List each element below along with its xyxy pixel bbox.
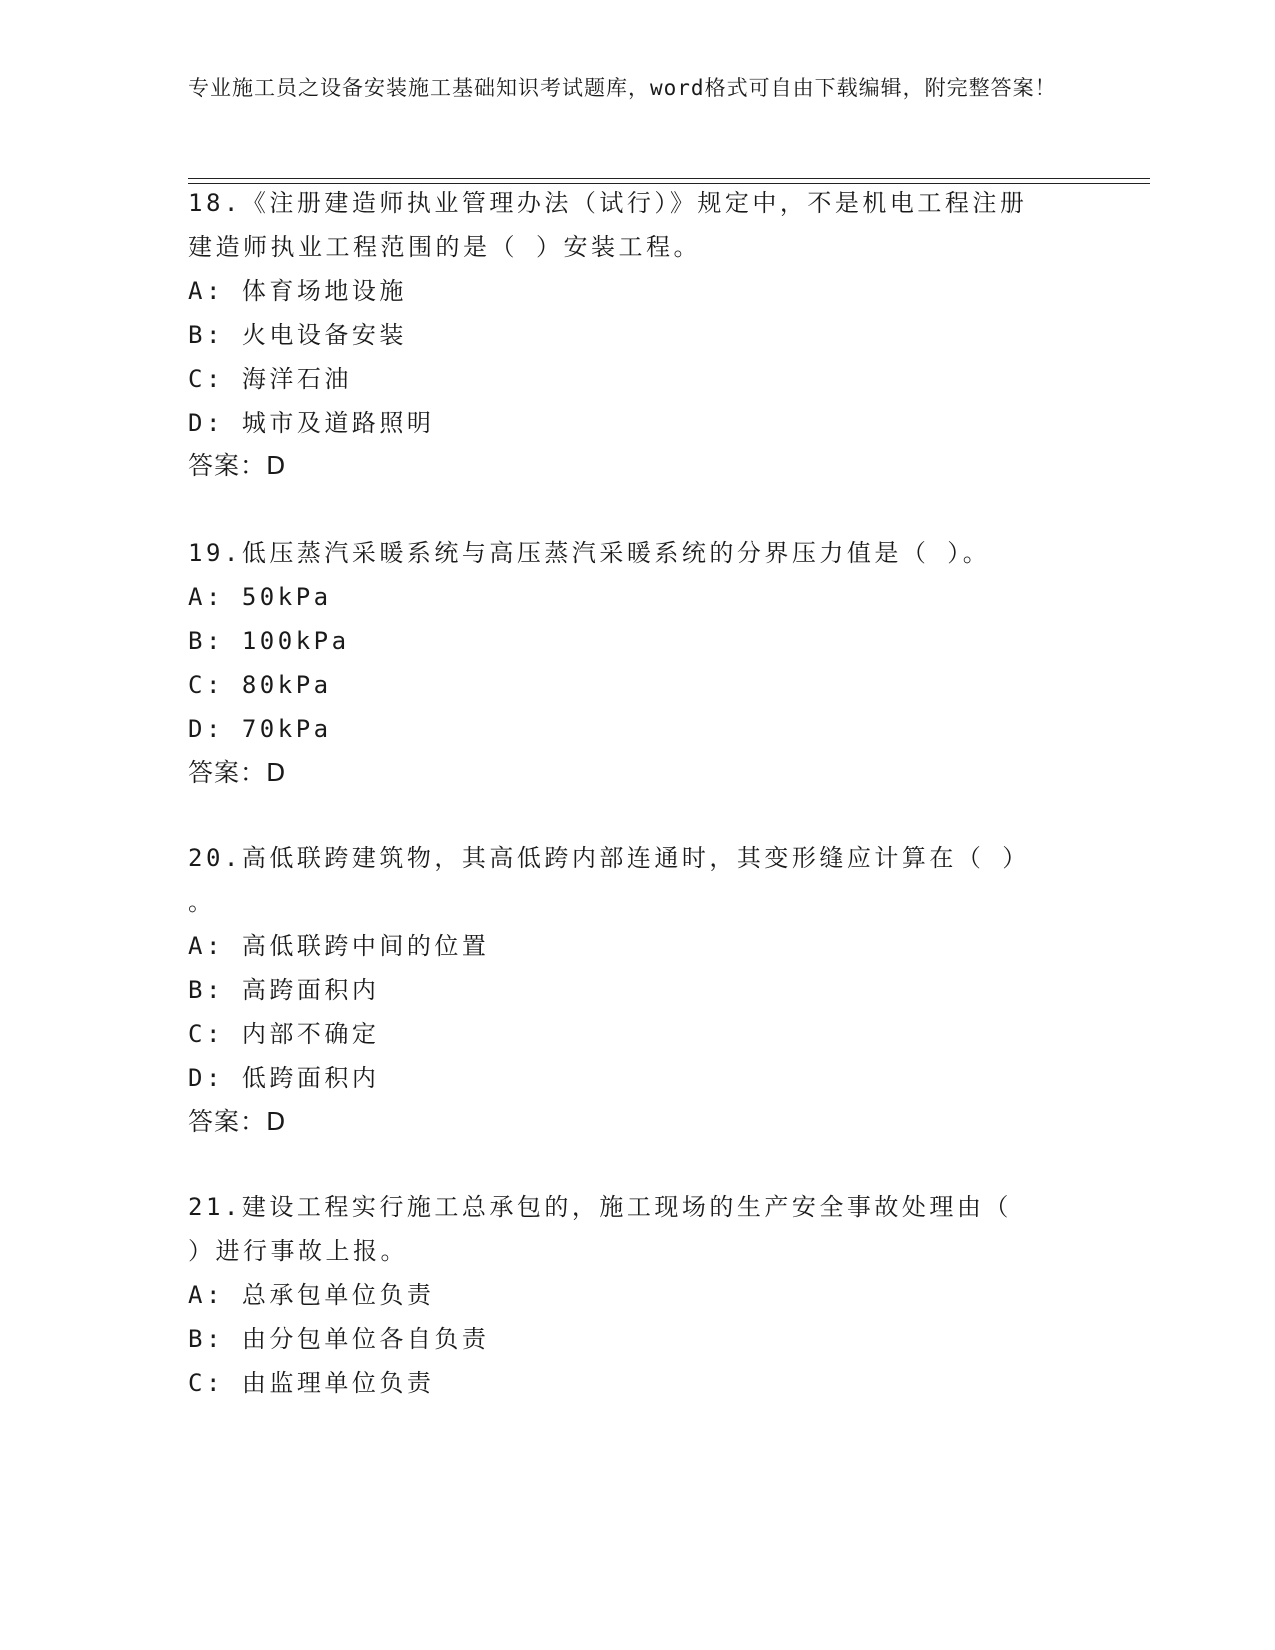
question-20-stem-line2: 。 bbox=[188, 888, 216, 916]
question-19-option-b: B: 100kPa bbox=[188, 627, 350, 655]
question-20-stem-line1: 20.高低联跨建筑物，其高低跨内部连通时，其变形缝应计算在（ ） bbox=[188, 844, 1030, 872]
question-18-stem-line2: 建造师执业工程范围的是（ ）安装工程。 bbox=[188, 233, 701, 261]
question-18-answer: 答案：D bbox=[188, 451, 287, 480]
question-20-answer: 答案：D bbox=[188, 1107, 287, 1136]
question-21-option-a: A: 总承包单位负责 bbox=[188, 1281, 435, 1309]
question-18-stem-line1: 18.《注册建造师执业管理办法（试行）》规定中，不是机电工程注册 bbox=[188, 189, 1028, 217]
question-18-option-b: B: 火电设备安装 bbox=[188, 321, 407, 349]
header-divider-top bbox=[188, 178, 1150, 179]
header-divider-bottom bbox=[188, 183, 1150, 184]
question-19-answer: 答案：D bbox=[188, 758, 287, 787]
question-18-option-d: D: 城市及道路照明 bbox=[188, 409, 435, 437]
question-20-option-a: A: 高低联跨中间的位置 bbox=[188, 932, 490, 960]
question-19-stem-line1: 19.低压蒸汽采暖系统与高压蒸汽采暖系统的分界压力值是（ ）。 bbox=[188, 539, 991, 567]
question-18-option-c: C: 海洋石油 bbox=[188, 365, 352, 393]
question-21-stem-line2: ）进行事故上报。 bbox=[188, 1237, 408, 1265]
question-21-stem-line1: 21.建设工程实行施工总承包的，施工现场的生产安全事故处理由（ bbox=[188, 1193, 1012, 1221]
question-21-option-c: C: 由监理单位负责 bbox=[188, 1369, 435, 1397]
question-18-option-a: A: 体育场地设施 bbox=[188, 277, 407, 305]
question-21-option-b: B: 由分包单位各自负责 bbox=[188, 1325, 490, 1353]
document-header: 专业施工员之设备安装施工基础知识考试题库，word格式可自由下载编辑，附完整答案！ bbox=[188, 76, 1057, 100]
question-19-option-c: C: 80kPa bbox=[188, 671, 332, 699]
question-19-option-a: A: 50kPa bbox=[188, 583, 332, 611]
question-19-option-d: D: 70kPa bbox=[188, 715, 332, 743]
question-20-option-d: D: 低跨面积内 bbox=[188, 1064, 380, 1092]
question-20-option-b: B: 高跨面积内 bbox=[188, 976, 380, 1004]
question-20-option-c: C: 内部不确定 bbox=[188, 1020, 380, 1048]
